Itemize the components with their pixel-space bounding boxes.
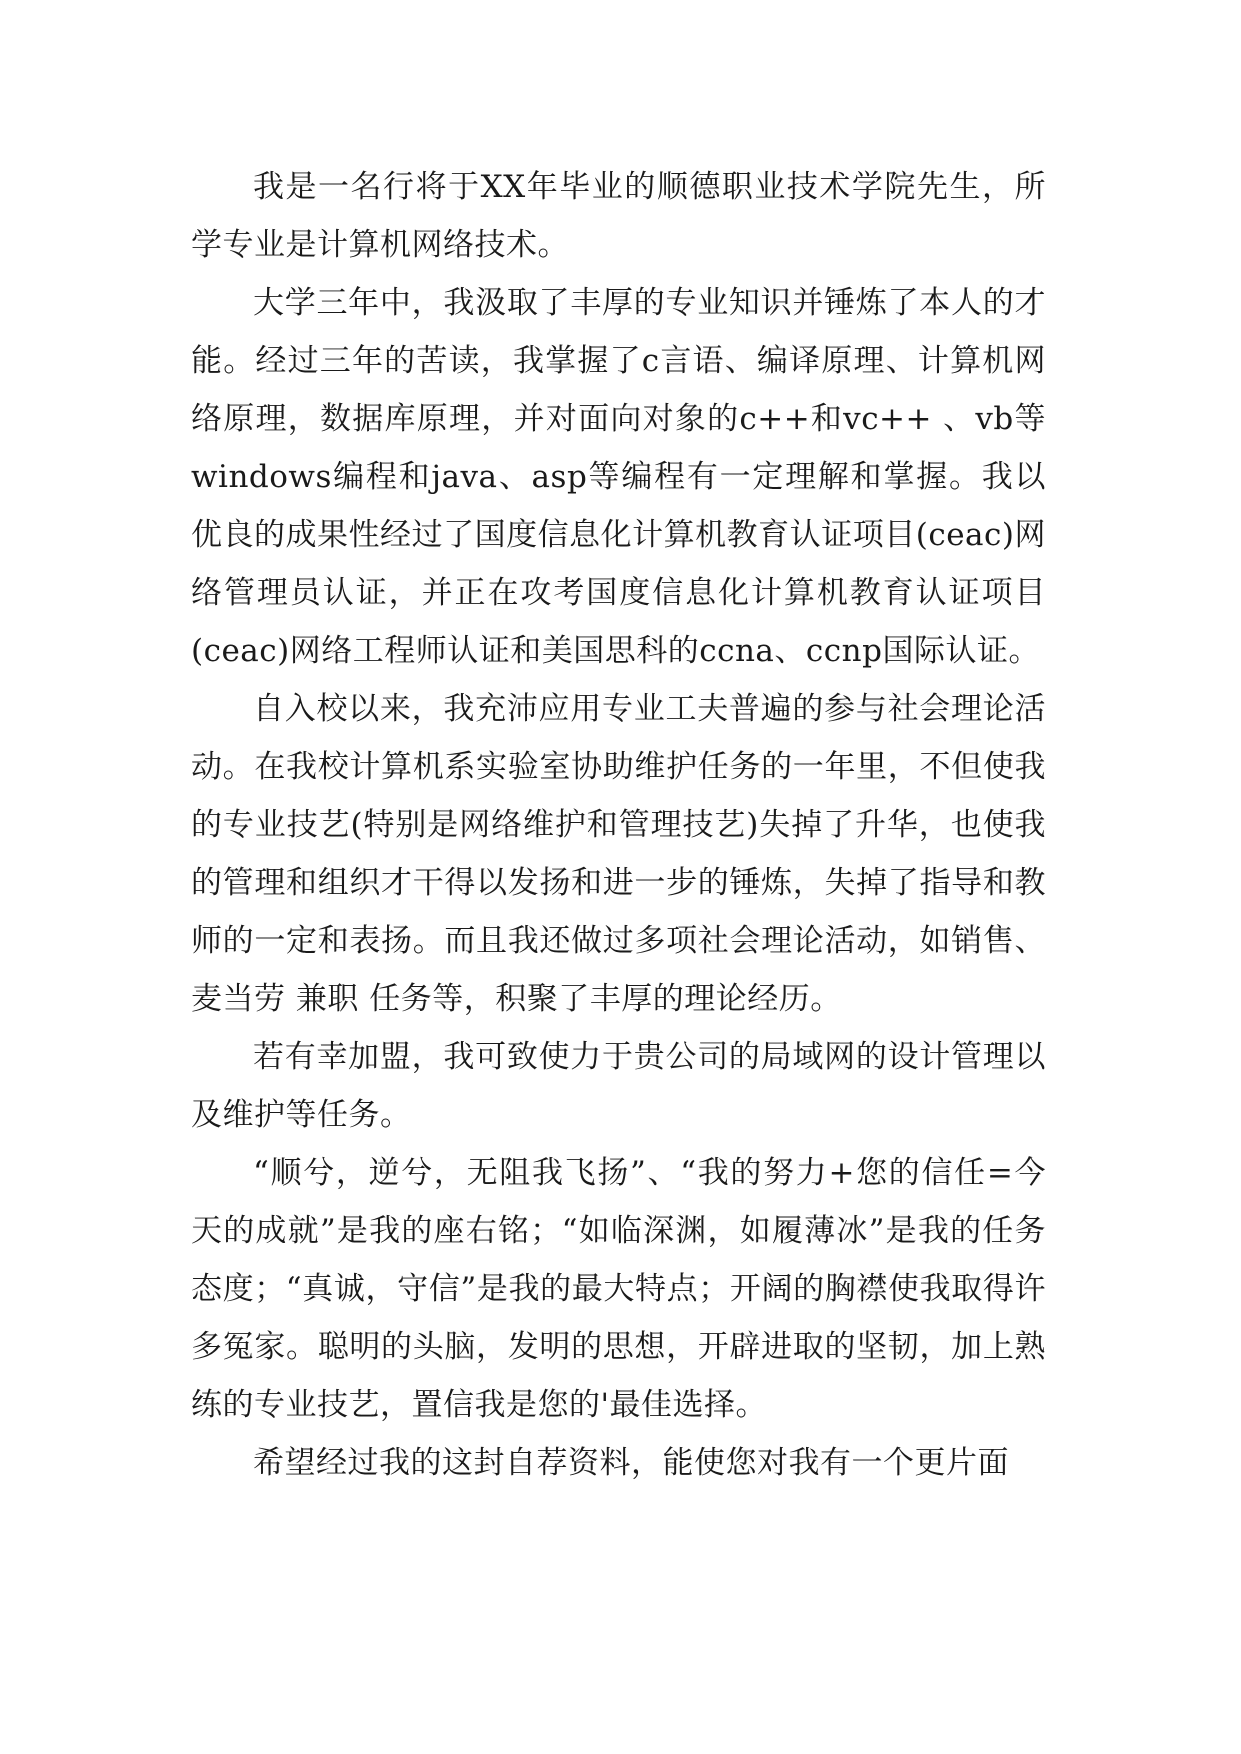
paragraph-intro: 我是一名行将于XX年毕业的顺德职业技术学院先生，所学专业是计算机网络技术。 [191,169,1046,263]
paragraph-closing: 希望经过我的这封自荐资料，能使您对我有一个更片面 [253,1445,1009,1481]
paragraph-activities: 自入校以来，我充沛应用专业工夫普遍的参与社会理论活动。在我校计算机系实验室协助维护任务的一年里，不但使我的专业技艺(特别是网络维护和管理技艺)失掉了升华，也使我的管理和组织才干得以发扬和进一步的锤炼，失掉了指导和教师的一定和表扬。而且我还做过多项社会理论活动，如销售、麦当劳 兼职 任务等，积聚了丰厚的理论经历。 [191,691,1046,1017]
paragraph-goal: 若有幸加盟，我可致使力于贵公司的局域网的设计管理以及维护等任务。 [191,1039,1046,1133]
paragraph-motto: “顺兮，逆兮，无阻我飞扬”、“我的努力+您的信任=今天的成就”是我的座右铭；“如临深渊，如履薄冰”是我的任务态度；“真诚，守信”是我的最大特点；开阔的胸襟使我取得许多冤家。聪明的头脑，发明的思想，开辟进取的坚韧，加上熟练的专业技艺，置信我是您的'最佳选择。 [191,1155,1046,1423]
letter-body [191,158,1046,1492]
paragraph-education: 大学三年中，我汲取了丰厚的专业知识并锤炼了本人的才能。经过三年的苦读，我掌握了c言语、编译原理、计算机网络原理，数据库原理，并对面向对象的c++和vc++ 、vb等windows编程和java、asp等编程有一定理解和掌握。我以优良的成果性经过了国度信息化计算机教育认证项目(ceac)网络管理员认证，并正在攻考国度信息化计算机教育认证项目(ceac)网络工程师认证和美国思科的ccna、ccnp国际认证。 [191,285,1046,669]
